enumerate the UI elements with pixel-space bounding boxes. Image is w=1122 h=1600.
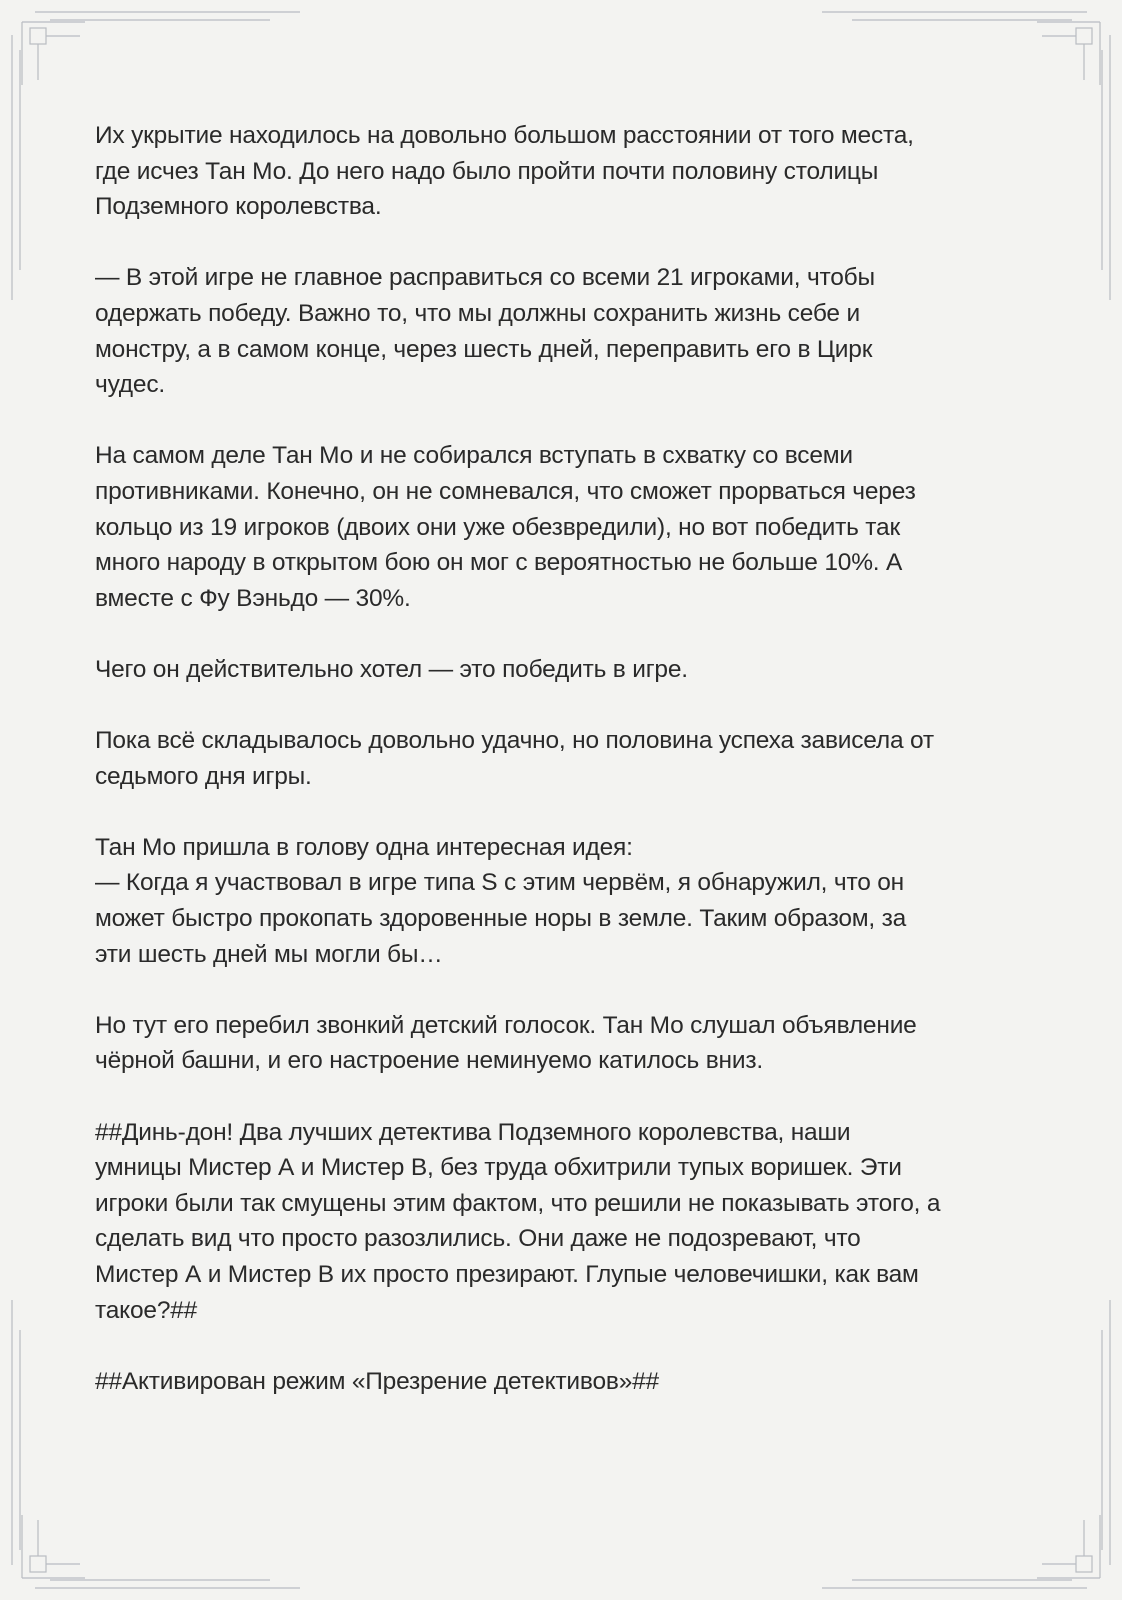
- text-line: игроки были так смущены этим фактом, что решили не показывать этого, а: [95, 1189, 941, 1217]
- text-line: много народу в открытом бою он мог с вероятностью не больше 10%. А: [95, 549, 903, 577]
- paragraph: [95, 1364, 1035, 1400]
- paragraph: [95, 652, 1035, 688]
- paragraph: [95, 723, 1035, 794]
- text-line: где исчез Тан Мо. До него надо было пройти почти половину столицы: [95, 157, 879, 185]
- text-line: такое?##: [95, 1296, 198, 1324]
- text-line: кольцо из 19 игроков (двоих они уже обезвредили), но вот победить так: [95, 513, 900, 541]
- paragraph: [95, 1008, 1035, 1079]
- text-line: Пока всё складывалось довольно удачно, но половина успеха зависела от: [95, 727, 934, 755]
- paragraph: [95, 830, 1035, 972]
- text-line: может быстро прокопать здоровенные норы в земле. Таким образом, за: [95, 905, 907, 933]
- text-line: — В этой игре не главное расправиться со всеми 21 игроками, чтобы: [95, 264, 875, 292]
- text-line: ##Активирован режим «Презрение детективов»##: [95, 1367, 659, 1395]
- text-line: седьмого дня игры.: [95, 762, 312, 790]
- text-line: Чего он действительно хотел — это победить в игре.: [95, 655, 688, 683]
- text-line: Их укрытие находилось на довольно большом расстоянии от того места,: [95, 122, 914, 149]
- text-line: чудес.: [95, 371, 165, 399]
- text-line: одержать победу. Важно то, что мы должны сохранить жизнь себе и: [95, 299, 860, 327]
- paragraph: [95, 118, 1035, 225]
- text-line: — Когда я участвовал в игре типа S с этим червём, я обнаружил, что он: [95, 869, 904, 897]
- text-line: Подземного королевства.: [95, 193, 382, 221]
- document-body: [95, 118, 1035, 1435]
- text-line: противниками. Конечно, он не сомневался, что сможет прорваться через: [95, 477, 916, 505]
- text-line: Но тут его перебил звонкий детский голосок. Тан Мо слушал объявление: [95, 1011, 917, 1039]
- paragraph: [95, 1115, 1035, 1329]
- text-line: умницы Мистер А и Мистер В, без труда обхитрили тупых воришек. Эти: [95, 1154, 902, 1182]
- text-line: монстру, а в самом конце, через шесть дней, переправить его в Цирк: [95, 335, 873, 363]
- text-line: чёрной башни, и его настроение неминуемо катилось вниз.: [95, 1047, 763, 1075]
- text-line: сделать вид что просто разозлились. Они даже не подозревают, что: [95, 1225, 861, 1253]
- text-line: Тан Мо пришла в голову одна интересная идея:: [95, 833, 633, 861]
- text-line: Мистер А и Мистер В их просто презирают. Глупые человечишки, как вам: [95, 1261, 919, 1288]
- paragraph: [95, 438, 1035, 616]
- text-line: ##Динь-дон! Два лучших детектива Подземного королевства, наши: [95, 1118, 851, 1146]
- text-line: вместе с Фу Вэньдо — 30%.: [95, 584, 411, 612]
- paragraph: [95, 260, 1035, 402]
- text-line: эти шесть дней мы могли бы…: [95, 940, 443, 968]
- text-line: На самом деле Тан Мо и не собирался вступать в схватку со всеми: [95, 442, 853, 470]
